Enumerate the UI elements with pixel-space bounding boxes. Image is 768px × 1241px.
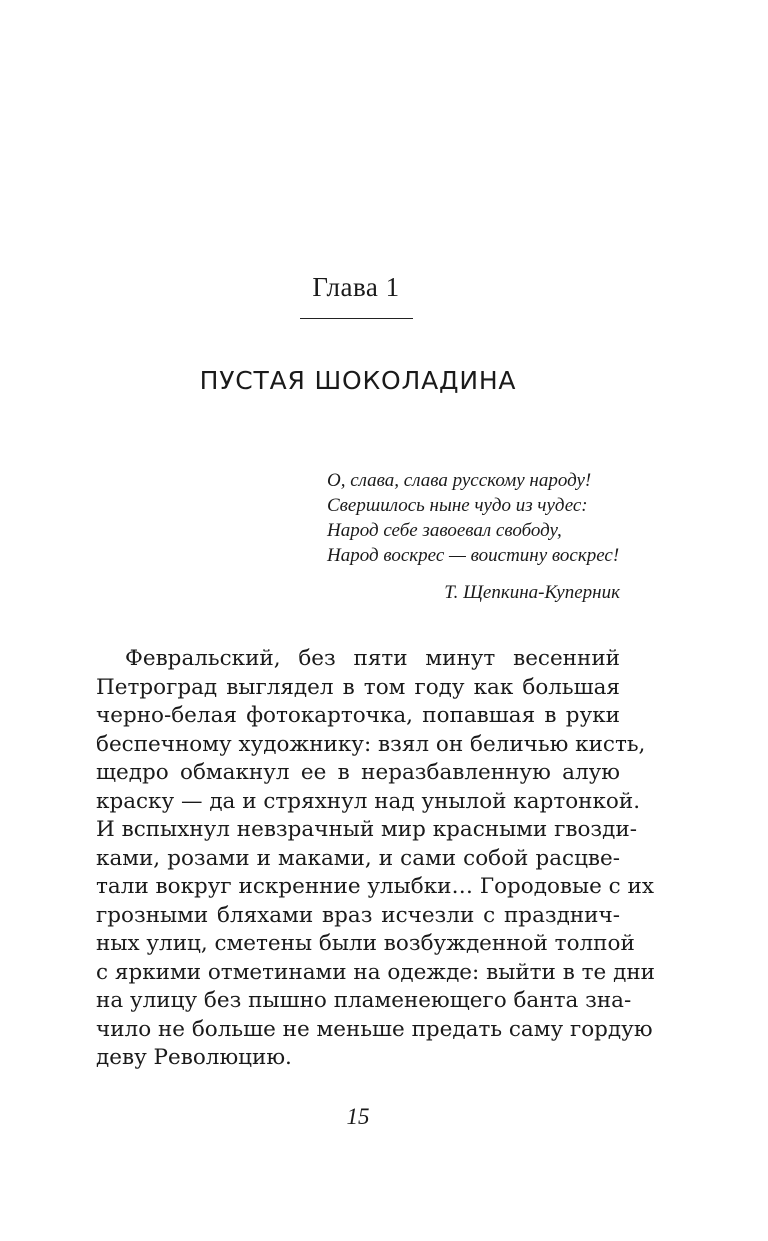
body-line: ками, розами и маками, и сами собой расцве-: [96, 845, 620, 871]
body-line: черно-белая фотокарточка, попавшая в руки: [96, 703, 620, 728]
body-paragraph: [96, 645, 655, 1073]
body-line: с яркими отметинами на одежде: выйти в те дни: [96, 959, 655, 985]
epigraph-line: О, слава, слава русскому народу!: [327, 470, 592, 491]
body-line: деву Революцию.: [96, 1045, 292, 1070]
epigraph: [327, 468, 627, 568]
body-line: ных улиц, сметены были возбужденной толпой: [96, 931, 635, 956]
body-line: щедро обмакнул ее в неразбавленную алую: [96, 760, 620, 785]
epigraph-line: Народ себе завоевал свободу,: [327, 520, 562, 541]
epigraph-line: Свершилось ныне чудо из чудес:: [327, 495, 588, 516]
body-line: тали вокруг искренние улыбки… Городовые с их: [96, 874, 655, 899]
epigraph-line: Народ воскрес — воистину воскрес!: [327, 545, 620, 566]
epigraph-author: Т. Щепкина-Куперник: [444, 582, 620, 603]
page-number: 15: [346, 1104, 370, 1129]
body-line: беспечному художнику: взял он беличью кисть,: [96, 731, 646, 757]
chapter-divider: [300, 318, 413, 319]
body-line: Петроград выглядел в том году как большая: [96, 674, 620, 700]
body-line: Февральский, без пяти минут весенний: [125, 646, 620, 671]
chapter-title: ПУСТАЯ ШОКОЛАДИНА: [199, 366, 517, 395]
body-line: на улицу без пышно пламенеющего банта зна-: [96, 988, 632, 1013]
body-line: чило не больше не меньше предать саму гордую: [96, 1016, 653, 1042]
body-line: И вспыхнул невзрачный мир красными гвозди-: [96, 817, 637, 842]
chapter-label: Глава 1: [312, 272, 400, 302]
body-line: краску — да и стряхнул над унылой картонкой.: [96, 788, 641, 814]
body-line: грозными бляхами враз исчезли с празднич-: [96, 902, 620, 928]
